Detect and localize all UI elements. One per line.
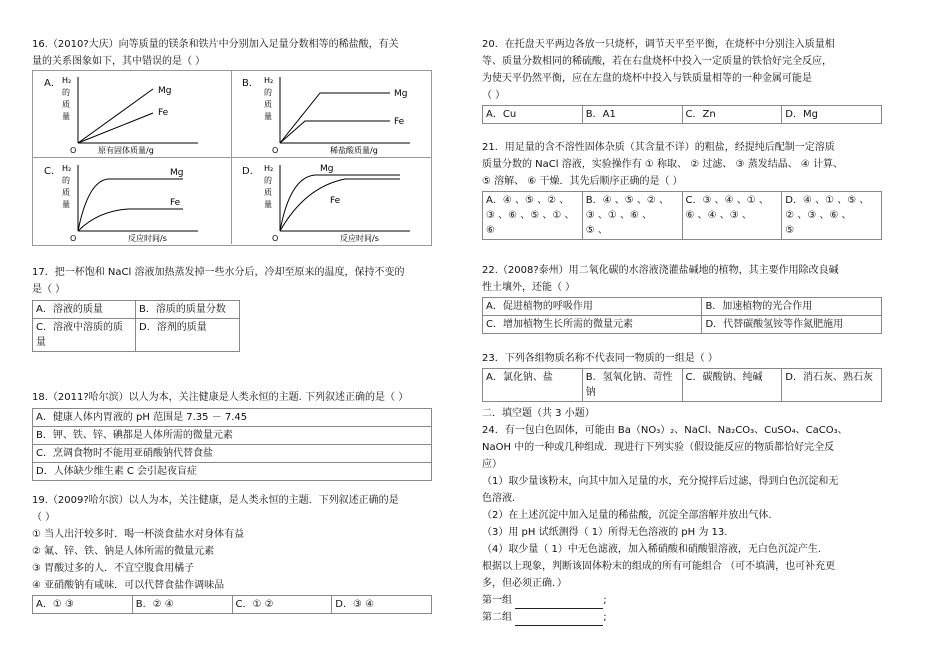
q21-line-3: ⑤ 溶解、 ⑥ 干燥．其先后顺序正确的是（ ） xyxy=(482,176,683,187)
q21-option-d-line3: ⑤ xyxy=(785,225,795,236)
q19-item-1: ① 当人出汗较多时．喝一杯淡食盐水对身体有益 xyxy=(32,529,245,540)
graph-c-fe-label: Fe xyxy=(170,198,181,208)
graph-b-origin: O xyxy=(272,146,279,155)
q23-option-d[interactable]: D．消石灰、熟石灰 xyxy=(782,369,882,402)
q21-line-2: 质量分数的 NaCl 溶液，实验操作有 ① 称取、 ② 过滤、 ③ 蒸发结晶、 ④ 计算、 xyxy=(482,159,844,170)
q22-option-d[interactable]: D．代替碳酸氢铵等作氮肥施用 xyxy=(702,316,882,334)
q24-conclude-2: 多，但必须正确．） xyxy=(482,578,567,589)
graph-d-x-label: 反应时间/s xyxy=(340,234,379,243)
q16-option-b-label[interactable]: B． xyxy=(242,78,259,89)
q24-group-2-label: 第二组 xyxy=(482,612,512,623)
graph-b-fe-line xyxy=(280,121,390,143)
graph-b-mg-line xyxy=(280,93,390,143)
q16-stem-line2: 量的关系图象如下，其中错误的是（ ） xyxy=(32,56,206,67)
q17-option-b[interactable]: B．溶质的质量分数 xyxy=(136,301,240,319)
q19-item-4: ④ 亚硝酸钠有咸味．可以代替食盐作调味品 xyxy=(32,580,225,591)
graph-c-y-label: H₂ xyxy=(62,164,72,173)
graph-a-y-label4: 量 xyxy=(62,112,70,121)
q19-option-a[interactable]: A．① ③ xyxy=(33,596,133,614)
graph-a-mg-label: Mg xyxy=(158,86,172,96)
graph-c-origin: O xyxy=(70,234,77,243)
graph-b-y-label: H₂ xyxy=(264,76,274,85)
graph-d-y-label: H₂ xyxy=(264,164,274,173)
q24-group-2-blank[interactable] xyxy=(515,614,603,626)
q24-group-2-semicolon: ; xyxy=(603,612,607,623)
q24-group-2 xyxy=(482,609,902,626)
q24-conclude-1: 根据以上现象，判断该固体粉末的组成的所有可能组合 （可不填满，也可补充更 xyxy=(482,561,836,572)
graph-b-mg-label: Mg xyxy=(394,89,408,99)
q24-line-1: 24．有一包白色固体，可能由 Ba（NO₃）₂、NaCl、Na₂CO₃、CuSO₄、CaCO₃、 xyxy=(482,425,848,436)
q22-option-c[interactable]: C．增加植物生长所需的微量元素 xyxy=(483,316,702,334)
graph-a-mg-line xyxy=(78,89,153,143)
graph-c-mg-label: Mg xyxy=(170,168,184,178)
graph-b-y-label2: 的 xyxy=(264,88,272,97)
q16-option-c-label[interactable]: C． xyxy=(44,166,61,177)
q24-line-3: 应） xyxy=(482,459,502,470)
question-18 xyxy=(32,389,452,481)
graph-a-y-label: H₂ xyxy=(62,76,72,85)
question-20 xyxy=(482,36,902,124)
q19-option-d[interactable]: D．③ ④ xyxy=(332,596,432,614)
q21-option-b-line3: ⑤ 、 xyxy=(585,225,608,236)
graph-b-y-label3: 质 xyxy=(264,100,272,109)
graph-b-x-label: 稀盐酸质量/g xyxy=(330,146,378,155)
graph-a-fe-label: Fe xyxy=(158,108,169,118)
q20-line-1: 20．在托盘天平两边各放一只烧杯，调节天平至平衡，在烧杯中分别注入质量相 xyxy=(482,39,835,50)
q22-option-a[interactable]: A．促进植物的呼吸作用 xyxy=(483,298,702,316)
q21-option-b-line2: ③ 、① 、⑥ 、 xyxy=(585,210,653,221)
q23-options-table xyxy=(482,368,882,402)
q22-line-1: 22.（2008?泰州）用二氧化碳的水溶液浇灌盐碱地的植物，其主要作用除改良碱 xyxy=(482,265,839,276)
question-24 xyxy=(482,422,902,626)
q21-option-c-line2: ⑥ 、④ 、③ 、 xyxy=(685,210,752,221)
graph-d-mg-label: Mg xyxy=(320,164,334,174)
q19-item-3: ③ 胃酸过多的人．不宜空腹食用橘子 xyxy=(32,563,195,574)
q20-line-4: （ ） xyxy=(482,90,506,101)
q17-options-table xyxy=(32,300,240,352)
q24-line-2: NaOH 中的一种或几种组成．现进行下列实验（假设能反应的物质都恰好完全反 xyxy=(482,442,835,453)
graph-a-origin: O xyxy=(70,146,77,155)
graph-a-fe-line xyxy=(78,113,153,143)
graph-d-origin: O xyxy=(272,234,279,243)
graph-a-y-label3: 质 xyxy=(62,100,70,109)
q24-group-1-blank[interactable] xyxy=(515,597,603,609)
q19-stem-line2: （ ） xyxy=(32,512,56,523)
q21-option-d[interactable] xyxy=(782,192,882,240)
graph-c-x-label: 反应时间/s xyxy=(128,234,167,243)
graph-d-y-label3: 质 xyxy=(264,188,272,197)
graph-d-y-label4: 量 xyxy=(264,200,272,209)
q18-stem: 18.（2011?哈尔滨）以人为本，关注健康是人类永恒的主题. 下列叙述正确的是（ ） xyxy=(32,392,409,403)
q21-option-c-line1: C．③ 、④ 、① 、 xyxy=(685,195,769,206)
q18-option-a[interactable]: A．健康人体内胃液的 pH 范围是 7.35 － 7.45 xyxy=(33,409,432,427)
q24-step-1: （1）取少量该粉末，向其中加入足量的水，充分搅拌后过滤，得到白色沉淀和无 xyxy=(482,476,839,487)
q19-option-c[interactable]: C．① ② xyxy=(232,596,332,614)
q16-graph-c xyxy=(58,159,208,246)
q20-option-d[interactable]: D．Mg xyxy=(782,106,882,124)
q20-line-2: 等、质量分数相同的稀硫酸，若在右盘烧杯中投入一定质量的铁恰好完全反应， xyxy=(482,56,832,67)
q21-option-b[interactable] xyxy=(582,192,682,240)
q21-line-1: 21．用足量的含不溶性固体杂质（其含量不详）的粗盐，经提纯后配制一定溶质 xyxy=(482,142,835,153)
q16-graph-b xyxy=(260,71,420,158)
graph-c-mg-line xyxy=(78,179,183,231)
q19-item-2: ② 氟、锌、铁、钠是人体所需的微量元素 xyxy=(32,546,215,557)
question-19 xyxy=(32,492,442,614)
q21-option-d-line2: ② 、③ 、⑥ 、 xyxy=(785,210,852,221)
q22-line-2: 性土壤外，还能（ ） xyxy=(482,282,576,293)
question-23 xyxy=(482,350,902,402)
q17-stem-line2: 是（ ） xyxy=(32,284,66,295)
q17-option-c[interactable]: C．溶液中溶质的质量 xyxy=(33,319,136,352)
q17-option-a[interactable]: A．溶液的质量 xyxy=(33,301,136,319)
graph-a-x-label: 原有固体质量/g xyxy=(98,146,154,155)
q24-group-1-semicolon: ; xyxy=(603,595,607,606)
q22-options-table xyxy=(482,297,882,334)
q23-stem: 23．下列各组物质名称不代表同一物质的一组是（ ） xyxy=(482,353,718,364)
q21-option-b-line1: B．④ 、⑤ 、② 、 xyxy=(585,195,670,206)
graph-d-y-label2: 的 xyxy=(264,176,272,185)
q23-option-c[interactable]: C．碳酸钠、纯碱 xyxy=(682,369,782,402)
graph-b-fe-label: Fe xyxy=(394,117,405,127)
question-17 xyxy=(32,264,442,352)
q24-step-4: （4）取少量（ 1）中无色滤液，加入稀硝酸和硝酸银溶液，无白色沉淀产生. xyxy=(482,544,822,555)
q24-step-1-cont: 色溶液. xyxy=(482,493,516,504)
q16-graph-d xyxy=(260,159,420,246)
q20-options-table xyxy=(482,105,882,124)
graph-a-y-label2: 的 xyxy=(62,88,70,97)
q20-option-c[interactable]: C．Zn xyxy=(682,106,782,124)
q18-option-c[interactable]: C．烹调食物时不能用亚硝酸钠代替食盐 xyxy=(33,445,432,463)
q24-group-1-label: 第一组 xyxy=(482,595,512,606)
q19-stem-line1: 19.（2009?哈尔滨）以人为本，关注健康，是人类永恒的主题．下列叙述正确的是 xyxy=(32,495,399,506)
question-21 xyxy=(482,139,902,240)
q19-option-b[interactable]: B．② ④ xyxy=(132,596,232,614)
question-22 xyxy=(482,262,902,334)
q16-graph-a xyxy=(58,71,208,158)
q22-option-b[interactable]: B．加速植物的光合作用 xyxy=(702,298,882,316)
q21-option-a[interactable] xyxy=(483,192,583,240)
q21-option-d-line1: D．④ 、① 、⑤ 、 xyxy=(785,195,870,206)
q21-option-a-line2: ③ 、⑥ 、⑤ 、① 、 xyxy=(486,210,575,221)
section-fill-in xyxy=(482,405,902,422)
q16-option-d-label[interactable]: D． xyxy=(242,166,260,177)
graph-c-y-label2: 的 xyxy=(62,176,70,185)
graph-c-fe-line xyxy=(78,209,183,231)
q21-option-a-line3: ⑥ xyxy=(486,225,495,236)
q20-line-3: 为使天平仍然平衡，应在左盘的烧杯中投入与铁质量相等的一种金属可能是 xyxy=(482,73,812,84)
q17-option-d[interactable]: D．溶剂的质量 xyxy=(136,319,240,352)
graph-b-y-label4: 量 xyxy=(264,112,272,121)
q21-option-c[interactable] xyxy=(682,192,782,240)
graph-d-fe-label: Fe xyxy=(330,196,341,206)
graph-c-y-label3: 质 xyxy=(62,188,70,197)
q23-option-a[interactable]: A．氯化钠、盐 xyxy=(483,369,583,402)
q16-option-a-label[interactable]: A． xyxy=(44,78,61,89)
section-2-title: 二．填空题（共 3 小题） xyxy=(482,408,595,419)
q17-stem-line1: 17．把一杯饱和 NaCl 溶液加热蒸发掉一些水分后，冷却至原来的温度，保持不变的 xyxy=(32,267,405,278)
q20-option-a[interactable]: A．Cu xyxy=(483,106,583,124)
question-16 xyxy=(32,36,442,70)
q18-option-b[interactable]: B．钾、铁、锌、碘都是人体所需的微量元素 xyxy=(33,427,432,445)
q16-stem-line1: 16.（2010?大庆）向等质量的镁条和铁片中分别加入足量分数相等的稀盐酸，有关 xyxy=(32,39,399,50)
q19-options-table xyxy=(32,595,432,614)
q18-option-d[interactable]: D．人体缺少维生素 C 会引起夜盲症 xyxy=(33,463,432,481)
q24-step-3: （3）用 pH 试纸测得（ 1）所得无色溶液的 pH 为 13. xyxy=(482,527,728,538)
graph-c-y-label4: 量 xyxy=(62,200,70,209)
q21-options-table xyxy=(482,191,882,240)
q21-option-a-line1: A．④ 、⑤ 、② 、 xyxy=(486,195,570,206)
q24-group-1 xyxy=(482,592,902,609)
q18-options-table xyxy=(32,408,432,481)
q24-step-2: （2）在上述沉淀中加入足量的稀盐酸，沉淀全部溶解并放出气体. xyxy=(482,510,772,521)
q20-option-b[interactable]: B．A1 xyxy=(582,106,682,124)
q23-option-b[interactable]: B．氢氧化钠、苛性钠 xyxy=(582,369,682,402)
